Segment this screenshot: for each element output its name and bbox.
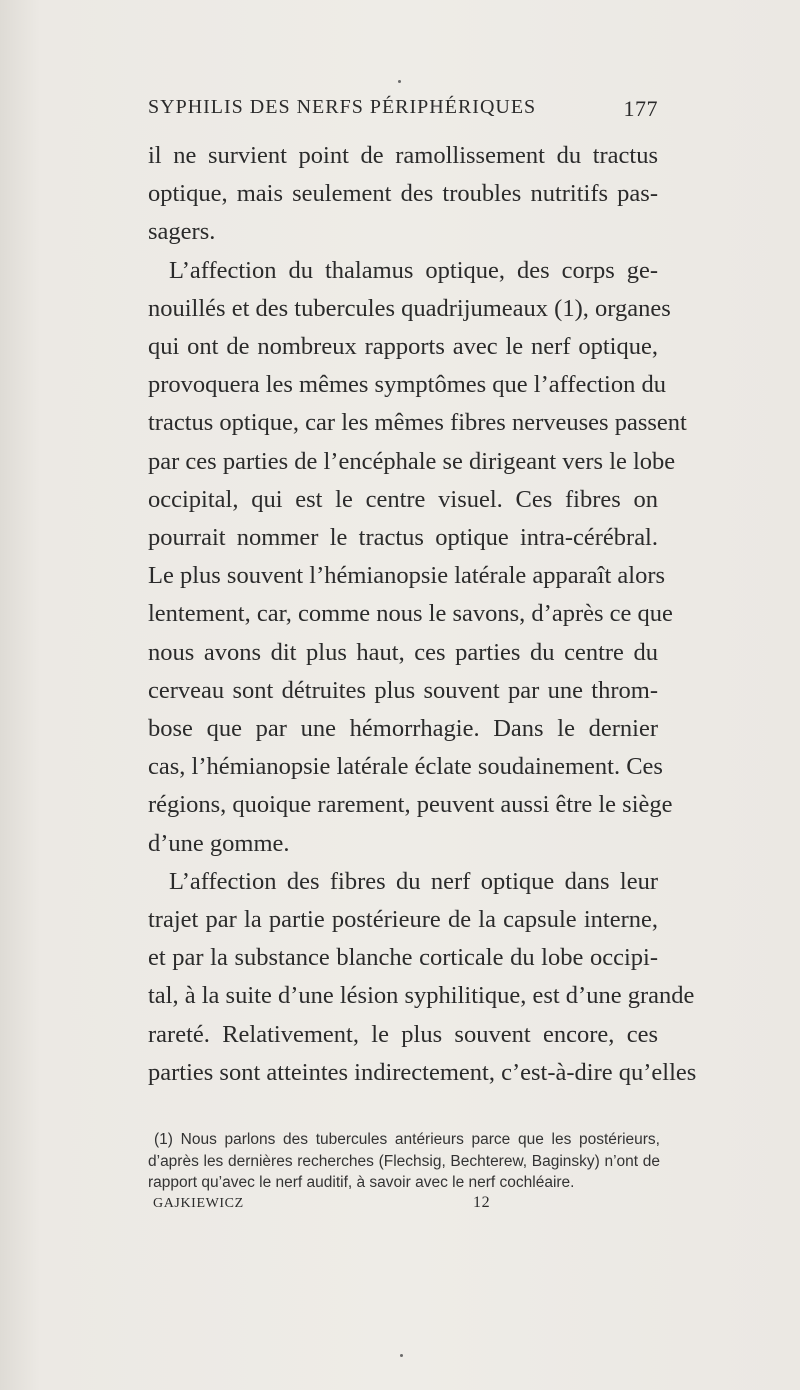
text-line: par ces parties de l’encéphale se dirigeant vers le lobe xyxy=(148,447,676,475)
text-line: lentement, car, comme nous le savons, d’après ce que xyxy=(148,600,673,628)
print-speck xyxy=(398,80,401,83)
text-line: optique, mais seulement des troubles nutritifs pas- xyxy=(148,180,658,208)
footnote-line: (1) Nous parlons des tubercules antérieurs parce que les postérieurs, xyxy=(154,1131,660,1148)
text-line: nous avons dit plus haut, ces parties du centre du xyxy=(148,638,658,666)
text-line: cas, l’hémianopsie latérale éclate soudainement. Ces xyxy=(148,753,663,781)
text-line: bose que par une hémorrhagie. Dans le dernier xyxy=(148,715,658,743)
page-number: 177 xyxy=(623,96,658,121)
text-line: pourrait nommer le tractus optique intra-cérébral. xyxy=(148,524,658,552)
running-title: SYPHILIS DES NERFS PÉRIPHÉRIQUES xyxy=(148,96,537,118)
text-line: provoquera les mêmes symptômes que l’affection du xyxy=(148,371,666,399)
body-text xyxy=(148,137,697,1092)
footnote-line: d’après les dernières recherches (Flechsig, Bechterew, Baginsky) n’ont de xyxy=(148,1152,660,1170)
text-line: trajet par la partie postérieure de la capsule interne, xyxy=(148,906,658,934)
text-line: régions, quoique rarement, peuvent aussi être le siège xyxy=(148,791,673,819)
page-header xyxy=(148,96,658,126)
text-line: il ne survient point de ramollissement du tractus xyxy=(148,142,658,169)
signature-author: GAJKIEWICZ xyxy=(153,1196,244,1211)
text-line: nouillés et des tubercules quadrijumeaux (1), organes xyxy=(148,294,671,322)
text-line: et par la substance blanche corticale du lobe occipi- xyxy=(148,944,658,972)
text-line: occipital, qui est le centre visuel. Ces fibres on xyxy=(148,485,658,513)
text-line: cerveau sont détruites plus souvent par une throm- xyxy=(148,676,658,704)
text-line: parties sont atteintes indirectement, c’est-à-dire qu’elles xyxy=(148,1058,697,1086)
footnote-line: rapport qu’avec le nerf auditif, à savoir avec le nerf cochléaire. xyxy=(148,1174,575,1191)
text-line: sagers. xyxy=(148,218,216,246)
text-line: qui ont de nombreux rapports avec le nerf optique, xyxy=(148,333,658,361)
printer-signature xyxy=(153,1196,653,1218)
text-line: L’affection des fibres du nerf optique dans leur xyxy=(169,867,658,895)
text-line: L’affection du thalamus optique, des corps ge- xyxy=(169,256,658,284)
footnote xyxy=(148,1129,660,1194)
text-line: tal, à la suite d’une lésion syphilitique, est d’une grande xyxy=(148,982,695,1010)
signature-number: 12 xyxy=(473,1194,491,1211)
text-line: tractus optique, car les mêmes fibres nerveuses passent xyxy=(148,409,687,437)
text-line: d’une gomme. xyxy=(148,829,290,857)
text-line: rareté. Relativement, le plus souvent encore, ces xyxy=(148,1020,658,1048)
text-line: Le plus souvent l’hémianopsie latérale apparaît alors xyxy=(148,562,666,590)
print-speck xyxy=(400,1354,403,1357)
